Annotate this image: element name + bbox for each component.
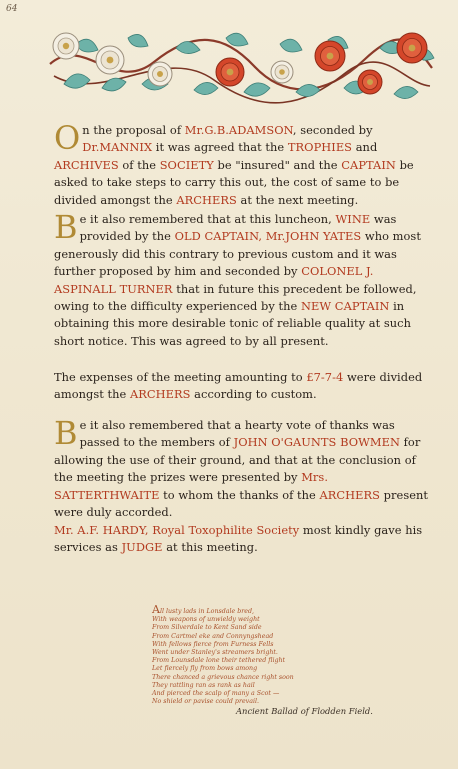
paragraph-wine-luncheon <box>54 208 434 350</box>
name-john-yates: OLD CAPTAIN, Mr.JOHN YATES <box>174 229 362 244</box>
poem-line: From Cartmel eke and Connyngshead <box>152 632 274 640</box>
term-new-captain: NEW CAPTAIN <box>301 299 390 314</box>
text: that in future this precedent be followed, owing to the difficulty experienced by the <box>54 281 417 314</box>
drop-cap: O <box>54 119 81 157</box>
name-hardy: Mr. A.F. HARDY, Royal Toxophilite Society <box>54 523 300 537</box>
poem-line: From Silverdale to Kent Sand side <box>152 624 262 632</box>
text: at the next meeting. <box>236 192 359 207</box>
text: be "insured" and the <box>213 157 342 172</box>
text: were divided amongst the <box>54 370 423 402</box>
red-rose-icon <box>315 41 345 71</box>
floral-border-illumination <box>44 14 436 110</box>
paragraph-judge <box>54 522 434 557</box>
text: The expenses of the meeting amounting to <box>54 370 307 384</box>
poem-line: There chanced a grievous chance right soon <box>152 673 294 681</box>
term-archers: ARCHERS <box>176 192 237 207</box>
text: who most generously did this contrary to previous custom and it was further proposed by him and seconded by <box>54 229 421 279</box>
poem-initial: A <box>152 603 160 616</box>
term-judge: JUDGE <box>121 540 163 555</box>
poem-line: Went under Stanley's streamers bright. <box>152 649 278 657</box>
text: present were duly accorded. <box>54 487 429 520</box>
term-archives: ARCHIVES <box>54 157 119 172</box>
text: , seconded by <box>292 123 373 137</box>
term-society: SOCIETY <box>159 157 214 172</box>
ballad-verse <box>152 603 422 706</box>
text: be asked to take steps to carry this out, the cost of same to be divided amongst the <box>54 157 414 207</box>
paragraph-vote-of-thanks <box>54 414 434 521</box>
red-rose-icon <box>397 33 427 63</box>
name-john-o-gaunts-bowmen: JOHN O'GAUNTS BOWMEN <box>233 435 400 450</box>
drop-cap: B <box>54 208 78 246</box>
paragraph-expenses <box>54 369 434 404</box>
red-rose-icon <box>216 58 244 86</box>
text: according to custom. <box>190 387 317 402</box>
poem-line <box>152 603 422 616</box>
white-rose-icon <box>53 33 79 59</box>
poem-line: No shield or pavise could prevail. <box>152 698 260 706</box>
text: most kindly gave his services as <box>54 523 423 555</box>
name-aspinall-turner: COLONEL J. ASPINALL TURNER <box>54 264 374 296</box>
ballad-attribution: Ancient Ballad of Flodden Field. <box>236 706 373 716</box>
text: in obtaining this more desirable tonic of reliable quality at such short notice. This was agreed to by all present. <box>54 299 411 348</box>
poem-line: Let fiercely fly from bows among <box>152 665 258 673</box>
name-mannix: Dr.MANNIX <box>82 140 153 155</box>
text: n the proposal of <box>82 123 185 137</box>
folio-number: 64 <box>6 4 18 14</box>
text: for allowing the use of their ground, and that at the conclusion of the meeting the prizes were presented by <box>54 435 421 485</box>
red-rose-icon <box>358 70 382 94</box>
amount-expenses: £7-7-4 <box>306 370 344 384</box>
term-archers: ARCHERS <box>319 487 381 502</box>
drop-cap: B <box>54 414 78 452</box>
text: and <box>352 140 378 155</box>
text: e it also remembered that at this luncheon, <box>79 212 336 226</box>
text: e it also remembered that a hearty vote of thanks was passed to the members of <box>79 418 395 450</box>
name-satterthwaite: Mrs. SATTERTHWAITE <box>54 470 328 502</box>
poem-line: With fellows fierce from Furness Fells <box>152 640 274 648</box>
text: to whom the thanks of the <box>159 487 320 502</box>
white-rose-icon <box>96 46 124 74</box>
term-archers: ARCHERS <box>130 387 191 402</box>
name-adamson: Mr.G.B.ADAMSON <box>184 123 293 137</box>
term-captain: CAPTAIN <box>341 157 396 172</box>
white-rose-icon <box>271 61 293 83</box>
poem-line: From Lounsdale lone their tethered flight <box>152 657 286 665</box>
text: of the <box>118 157 160 172</box>
poem-line: With weapons of unwieldy weight <box>152 616 260 624</box>
poem-line: They rattling ran as rank as hail <box>152 681 255 689</box>
text: it was agreed that the <box>152 140 288 155</box>
poem-line-text: ll lusty lads in Lonsdale bred, <box>159 608 255 615</box>
text: at this meeting. <box>162 540 258 555</box>
poem-line: And pierced the scalp of many a Scot — <box>152 690 280 698</box>
term-trophies: TROPHIES <box>287 140 353 155</box>
paragraph-trophies-insurance <box>54 119 434 209</box>
text: was provided by the <box>79 212 397 244</box>
white-rose-icon <box>148 62 172 86</box>
term-wine: WINE <box>335 212 371 226</box>
